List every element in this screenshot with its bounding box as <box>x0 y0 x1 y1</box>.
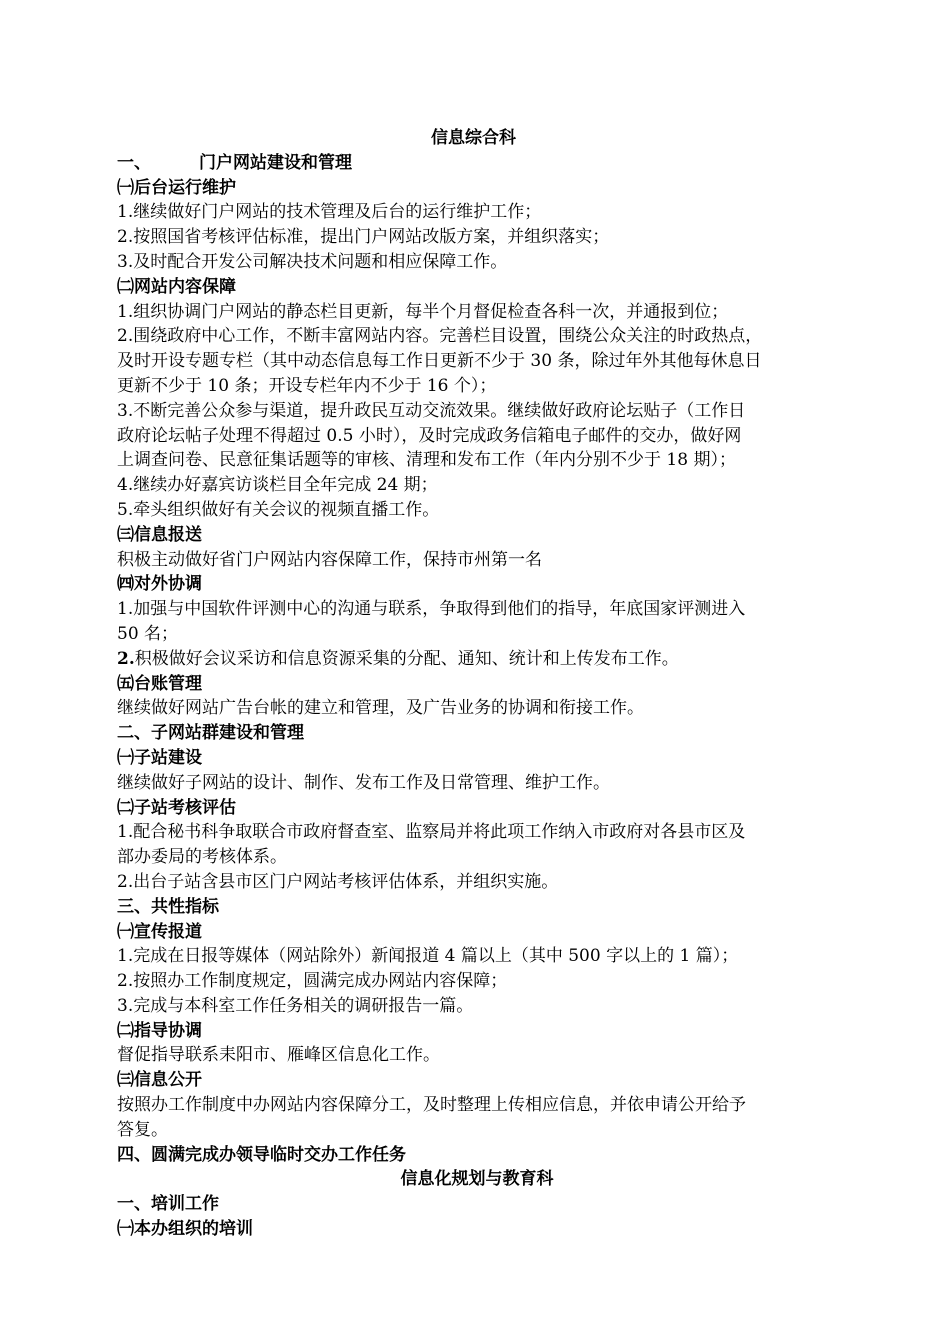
paragraph-line: 继续做好网站广告台帐的建立和管理，及广告业务的协调和衔接工作。 <box>117 698 644 719</box>
paragraph-line: 4.继续办好嘉宾访谈栏目全年完成 24 期； <box>117 475 438 496</box>
subheading: ㈡子站考核评估 <box>117 797 236 818</box>
paragraph-line: 3.不断完善公众参与渠道，提升政民互动交流效果。继续做好政府论坛贴子（工作日 <box>117 400 746 421</box>
heading-3: 三、共性指标 <box>117 896 219 917</box>
subheading: ㈣对外协调 <box>117 574 202 595</box>
heading-number: 一、 <box>117 152 151 173</box>
paragraph-line: 部办委局的考核体系。 <box>117 847 287 868</box>
subheading: ㈤台账管理 <box>117 673 202 694</box>
subheading: ㈠后台运行维护 <box>117 177 236 198</box>
paragraph-line: 2.按照办工作制度规定，圆满完成办网站内容保障； <box>117 971 508 992</box>
paragraph-line: 2.出台子站含县市区门户网站考核评估体系，并组织实施。 <box>117 871 559 892</box>
paragraph-line: 3.完成与本科室工作任务相关的调研报告一篇。 <box>117 995 474 1016</box>
paragraph-line: 1.继续做好门户网站的技术管理及后台的运行维护工作； <box>117 202 542 223</box>
heading-2: 二、子网站群建设和管理 <box>117 723 304 744</box>
heading-text: 门户网站建设和管理 <box>199 152 352 173</box>
paragraph-line: 5.牵头组织做好有关会议的视频直播工作。 <box>117 499 440 520</box>
section-title: 信息化规划与教育科 <box>400 1169 554 1190</box>
paragraph-line: 1.加强与中国软件评测中心的沟通与联系，争取得到他们的指导，年底国家评测进入 <box>117 599 746 620</box>
paragraph-line: 继续做好子网站的设计、制作、发布工作及日常管理、维护工作。 <box>117 772 610 793</box>
paragraph-line: 2.围绕政府中心工作，不断丰富网站内容。完善栏目设置，围绕公众关注的时政热点， <box>117 326 763 347</box>
paragraph-line: 上调查问卷、民意征集话题等的审核、清理和发布工作（年内分别不少于 18 期）； <box>117 450 736 471</box>
paragraph-line <box>117 647 837 672</box>
paragraph-line: 1.完成在日报等媒体（网站除外）新闻报道 4 篇以上（其中 500 字以上的 1 篇）； <box>117 946 739 967</box>
paragraph-line: 及时开设专题专栏（其中动态信息每工作日更新不少于 30 条，除过年外其他每休息日 <box>117 351 762 372</box>
paragraph-line: 政府论坛帖子处理不得超过 0.5 小时），及时完成政务信箱电子邮件的交办，做好网 <box>117 425 742 446</box>
paragraph-line: 更新不少于 10 条；开设专栏年内不少于 16 个）； <box>117 375 497 396</box>
subheading: ㈢信息公开 <box>117 1070 202 1091</box>
paragraph-line: 积极主动做好省门户网站内容保障工作，保持市州第一名 <box>117 549 542 570</box>
subheading: ㈢信息报送 <box>117 524 202 545</box>
paragraph-line: 按照办工作制度中办网站内容保障分工，及时整理上传相应信息，并依申请公开给予 <box>117 1095 746 1116</box>
item-number: 2. <box>117 648 135 669</box>
heading-1: 一、培训工作 <box>117 1194 219 1215</box>
heading-1 <box>117 151 837 176</box>
paragraph-line: 50 名； <box>117 623 179 644</box>
subheading: ㈡网站内容保障 <box>117 276 236 297</box>
paragraph-line: 1.组织协调门户网站的静态栏目更新，每半个月督促检查各科一次，并通报到位； <box>117 301 729 322</box>
subheading: ㈠子站建设 <box>117 747 202 768</box>
paragraph-line: 3.及时配合开发公司解决技术问题和相应保障工作。 <box>117 251 508 272</box>
subheading: ㈠本办组织的培训 <box>117 1219 253 1240</box>
paragraph-line: 答复。 <box>117 1119 168 1140</box>
document-body <box>117 126 837 1242</box>
item-text: 积极做好会议采访和信息资源采集的分配、通知、统计和上传发布工作。 <box>134 648 679 669</box>
subheading: ㈡指导协调 <box>117 1020 202 1041</box>
paragraph-line: 督促指导联系耒阳市、雁峰区信息化工作。 <box>117 1045 440 1066</box>
paragraph-line: 1.配合秘书科争取联合市政府督查室、监察局并将此项工作纳入市政府对各县市区及 <box>117 822 746 843</box>
section-title: 信息综合科 <box>431 128 516 148</box>
paragraph-line: 2.按照国省考核评估标准，提出门户网站改版方案，并组织落实； <box>117 227 610 248</box>
subheading: ㈠宣传报道 <box>117 921 202 942</box>
heading-4: 四、圆满完成办领导临时交办工作任务 <box>117 1144 406 1165</box>
